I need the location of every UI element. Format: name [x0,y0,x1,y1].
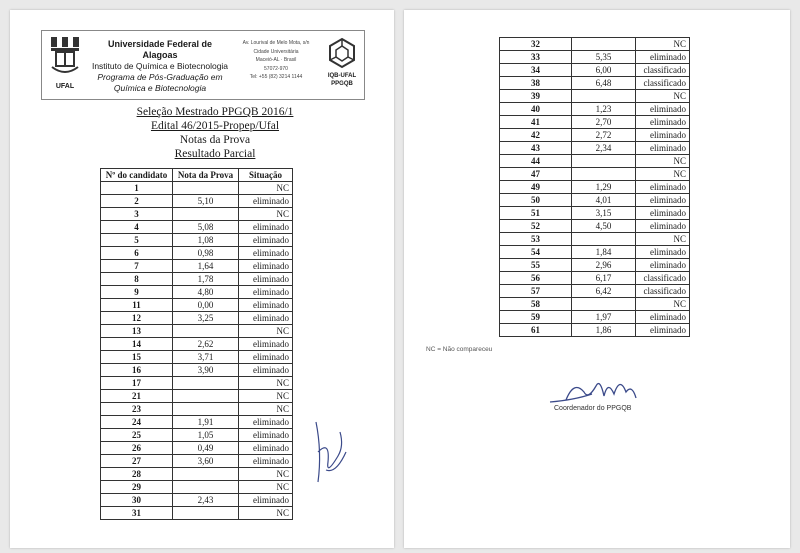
results-table-left [100,168,293,520]
candidate-number: 9 [101,286,173,299]
candidate-number: 13 [101,325,173,338]
grade-cell [173,481,239,494]
table-header-row [101,169,293,182]
candidate-number: 16 [101,364,173,377]
status-cell: NC [239,468,293,481]
header-grade: Nota da Prova [173,169,239,182]
nc-legend: NC = Não compareceu [426,346,493,353]
grade-cell: 2,70 [572,116,636,129]
table-row [101,312,293,325]
table-row [101,351,293,364]
grade-cell [572,298,636,311]
status-cell: eliminado [636,51,690,64]
grade-cell: 3,60 [173,455,239,468]
grade-cell [173,390,239,403]
candidate-number: 21 [101,390,173,403]
candidate-number: 50 [500,194,572,207]
candidate-number: 25 [101,429,173,442]
status-cell: eliminado [636,324,690,337]
table-row [500,142,690,155]
table-row [500,272,690,285]
candidate-number: 3 [101,208,173,221]
title-line4: Resultado Parcial [174,148,256,160]
signature-right-icon [544,370,654,410]
candidate-number: 40 [500,103,572,116]
iqb-caption-line1: IQB-UFAL [327,73,357,79]
candidate-number: 7 [101,260,173,273]
candidate-number: 47 [500,168,572,181]
grade-cell [173,377,239,390]
grade-cell: 1,86 [572,324,636,337]
table-row [101,195,293,208]
candidate-number: 33 [500,51,572,64]
table-row [101,507,293,520]
table-row [101,429,293,442]
grade-cell: 6,00 [572,64,636,77]
candidate-number: 43 [500,142,572,155]
letterhead [41,30,365,100]
status-cell: classificado [636,77,690,90]
status-cell: classificado [636,64,690,77]
grade-cell: 1,08 [173,234,239,247]
table-row [101,442,293,455]
status-cell: eliminado [239,221,293,234]
candidate-number: 52 [500,220,572,233]
grade-cell: 3,25 [173,312,239,325]
candidate-number: 61 [500,324,572,337]
status-cell: NC [239,390,293,403]
status-cell: eliminado [636,181,690,194]
iqb-caption-line2: PPGQB [331,81,353,87]
table-row [500,311,690,324]
table-row [500,324,690,337]
grade-cell [572,90,636,103]
table-row [500,207,690,220]
grade-cell: 1,91 [173,416,239,429]
grade-cell: 2,62 [173,338,239,351]
grade-cell [572,38,636,51]
institution-block [90,39,230,94]
table-row [500,77,690,90]
table-row [500,155,690,168]
candidate-number: 26 [101,442,173,455]
status-cell: eliminado [239,351,293,364]
grade-cell: 3,15 [572,207,636,220]
grade-cell: 6,42 [572,285,636,298]
candidate-number: 29 [101,481,173,494]
candidate-number: 54 [500,246,572,259]
candidate-number: 28 [101,468,173,481]
status-cell: NC [636,233,690,246]
candidate-number: 58 [500,298,572,311]
header-candidate: Nº do candidato [101,169,173,182]
status-cell: eliminado [636,194,690,207]
left-page [10,10,394,548]
ufal-caption: UFAL [55,83,75,90]
table-row [500,129,690,142]
table-row [500,64,690,77]
address-line5: Tel: +55 (82) 3214 1144 [249,74,303,80]
grade-cell [173,468,239,481]
candidate-number: 41 [500,116,572,129]
candidate-number: 14 [101,338,173,351]
grade-cell: 2,72 [572,129,636,142]
candidate-number: 34 [500,64,572,77]
grade-cell: 6,48 [572,77,636,90]
title-line1: Seleção Mestrado PPGQB 2016/1 [136,106,294,118]
candidate-number: 39 [500,90,572,103]
status-cell: NC [239,403,293,416]
title-line3: Notas da Prova [179,134,251,146]
grade-cell: 3,71 [173,351,239,364]
table-row [101,286,293,299]
grade-cell [173,403,239,416]
candidate-number: 8 [101,273,173,286]
table-row [101,273,293,286]
table-row [101,299,293,312]
grade-cell: 1,78 [173,273,239,286]
candidate-number: 6 [101,247,173,260]
candidate-number: 32 [500,38,572,51]
candidate-number: 30 [101,494,173,507]
status-cell: eliminado [239,416,293,429]
table-row [500,194,690,207]
grade-cell: 0,00 [173,299,239,312]
program-line2: Química e Biotecnologia [113,83,207,93]
university-name: Universidade Federal de Alagoas [107,39,213,60]
candidate-number: 5 [101,234,173,247]
candidate-number: 17 [101,377,173,390]
candidate-number: 42 [500,129,572,142]
address-line4: 57072-970 [264,65,288,72]
status-cell: eliminado [636,220,690,233]
grade-cell: 1,23 [572,103,636,116]
table-row [101,182,293,195]
address-line2: Cidade Universitária [253,48,299,55]
grade-cell: 5,08 [173,221,239,234]
table-row [101,221,293,234]
grade-cell: 1,05 [173,429,239,442]
address-block [232,39,320,82]
candidate-number: 55 [500,259,572,272]
grade-cell: 6,17 [572,272,636,285]
status-cell: eliminado [239,494,293,507]
status-cell: NC [239,208,293,221]
results-table-right [499,37,690,337]
table-row [101,377,293,390]
status-cell: NC [636,155,690,168]
candidate-number: 53 [500,233,572,246]
table-row [101,234,293,247]
status-cell: eliminado [239,299,293,312]
table-row [101,494,293,507]
status-cell: eliminado [239,442,293,455]
grade-cell [572,168,636,181]
table-row [101,416,293,429]
status-cell: eliminado [636,116,690,129]
coordinator-label: Coordenador do PPGQB [554,405,632,412]
grade-cell: 0,98 [173,247,239,260]
grade-cell: 2,34 [572,142,636,155]
grade-cell: 1,84 [572,246,636,259]
candidate-number: 57 [500,285,572,298]
table-row [101,325,293,338]
grade-cell [173,182,239,195]
signature-left-icon [308,412,352,492]
candidate-number: 12 [101,312,173,325]
status-cell: eliminado [636,207,690,220]
status-cell: NC [239,182,293,195]
status-cell: eliminado [239,364,293,377]
status-cell: eliminado [636,103,690,116]
status-cell: NC [636,90,690,103]
grade-cell: 1,29 [572,181,636,194]
grade-cell [173,208,239,221]
grade-cell: 5,10 [173,195,239,208]
candidate-number: 4 [101,221,173,234]
status-cell: eliminado [636,129,690,142]
document-titles [70,105,360,161]
candidate-number: 59 [500,311,572,324]
status-cell: eliminado [239,338,293,351]
table-row [500,259,690,272]
table-row [500,181,690,194]
grade-cell: 1,64 [173,260,239,273]
iqb-caption [322,72,362,88]
status-cell: eliminado [239,286,293,299]
status-cell: eliminado [239,429,293,442]
table-row [500,298,690,311]
program-line1: Programa de Pós-Graduação em [97,72,223,82]
candidate-number: 56 [500,272,572,285]
grade-cell: 4,80 [173,286,239,299]
candidate-number: 11 [101,299,173,312]
status-cell: NC [239,377,293,390]
grade-cell: 0,49 [173,442,239,455]
table-row [500,103,690,116]
table-row [101,403,293,416]
candidate-number: 38 [500,77,572,90]
table-row [500,90,690,103]
candidate-number: 24 [101,416,173,429]
status-cell: eliminado [239,312,293,325]
table-row [101,364,293,377]
status-cell: NC [239,325,293,338]
table-row [500,168,690,181]
status-cell: eliminado [239,455,293,468]
status-cell: eliminado [239,195,293,208]
status-cell: eliminado [636,246,690,259]
address-line1: Av. Lourival de Melo Mota, s/n [242,40,310,46]
candidate-number: 49 [500,181,572,194]
status-cell: eliminado [636,142,690,155]
grade-cell: 4,01 [572,194,636,207]
candidate-number: 44 [500,155,572,168]
header-status: Situação [239,169,293,182]
status-cell: NC [636,298,690,311]
table-row [101,468,293,481]
table-row [500,233,690,246]
status-cell: eliminado [239,260,293,273]
candidate-number: 23 [101,403,173,416]
table-row [500,246,690,259]
grade-cell [173,507,239,520]
table-row [101,481,293,494]
right-page [404,10,790,548]
candidate-number: 2 [101,195,173,208]
grade-cell [572,155,636,168]
grade-cell: 2,96 [572,259,636,272]
institute-name: Instituto de Química e Biotecnologia [91,61,229,71]
candidate-number: 15 [101,351,173,364]
title-line2: Edital 46/2015-Propep/Ufal [150,120,280,132]
status-cell: NC [636,168,690,181]
status-cell: eliminado [239,234,293,247]
status-cell: NC [239,507,293,520]
table-row [101,390,293,403]
status-cell: classificado [636,285,690,298]
table-row [101,260,293,273]
status-cell: NC [239,481,293,494]
table-row [500,285,690,298]
grade-cell: 1,97 [572,311,636,324]
grade-cell: 3,90 [173,364,239,377]
candidate-number: 31 [101,507,173,520]
status-cell: eliminado [636,259,690,272]
candidate-number: 51 [500,207,572,220]
candidate-number: 1 [101,182,173,195]
table-row [500,220,690,233]
status-cell: eliminado [239,273,293,286]
status-cell: classificado [636,272,690,285]
table-row [101,208,293,221]
table-row [101,247,293,260]
grade-cell: 2,43 [173,494,239,507]
table-row [101,455,293,468]
grade-cell: 4,50 [572,220,636,233]
grade-cell [572,233,636,246]
status-cell: NC [636,38,690,51]
table-row [500,51,690,64]
status-cell: eliminado [636,311,690,324]
table-row [500,116,690,129]
grade-cell: 5,35 [572,51,636,64]
grade-cell [173,325,239,338]
candidate-number: 27 [101,455,173,468]
table-row [101,338,293,351]
table-row [500,38,690,51]
status-cell: eliminado [239,247,293,260]
address-line3: Maceió-AL · Brasil [255,57,297,63]
